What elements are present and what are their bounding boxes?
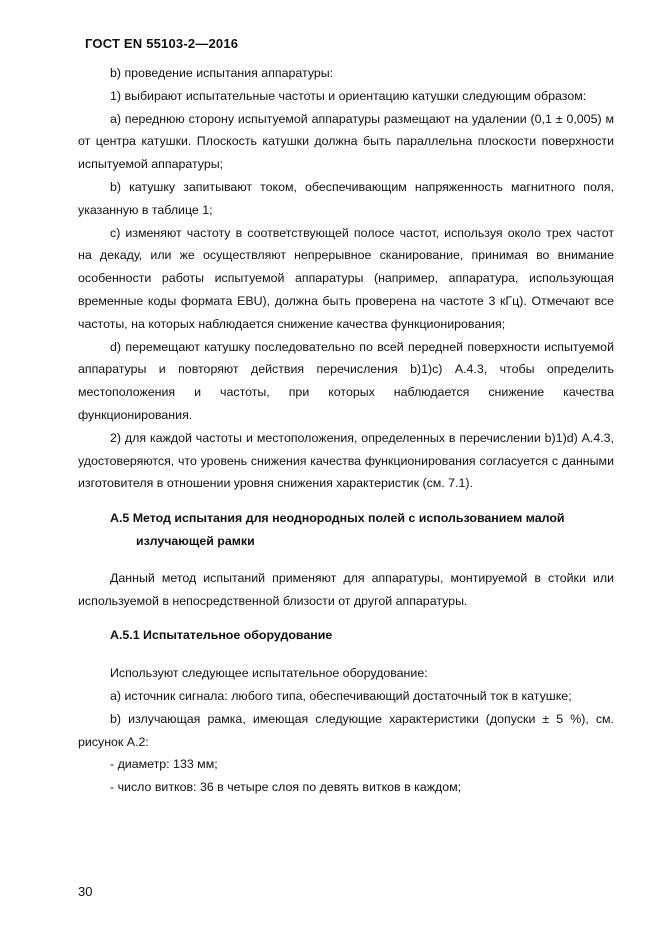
list-item: - число витков: 36 в четыре слоя по девять витков в каждом;	[110, 780, 462, 795]
paragraph: b) катушку запитывают током, обеспечивающим напряженность магнитного поля, указанную в таблице 1;	[78, 179, 614, 217]
section-heading-a5	[78, 507, 614, 553]
paragraph: d) перемещают катушку последовательно по всей передней поверхности испытуемой аппаратуры и повторяют действия перечисления b)1)c) А.4.3, чтобы определить местоположения и частоты, при которых наблюдается снижение качества функционирования.	[78, 339, 614, 422]
paragraph: b) проведение испытания аппаратуры:	[110, 66, 334, 80]
page-number: 30	[78, 884, 93, 899]
page-body	[78, 62, 614, 799]
list-item: a) источник сигнала: любого типа, обеспечивающий достаточный ток в катушке;	[110, 688, 572, 703]
paragraph: c) изменяют частоту в соответствующей полосе частот, используя около трех частот на декаду, или же осуществляют непрерывное сканирование, принимая во внимание особенности работы испытуемой аппаратуры (например, аппаратура, использующая временные коды формата EBU), должна быть проверена на частоте 3 кГц). Отмечают все частоты, на которых наблюдается снижение качества функционирования;	[78, 225, 614, 331]
section-heading-a5-line2: излучающей рамки	[136, 533, 255, 548]
list-item: b) излучающая рамка, имеющая следующие характеристики (допуски ± 5 %), см. рисунок А.2:	[78, 711, 614, 749]
paragraph: 1) выбирают испытательные частоты и ориентацию катушки следующим образом:	[110, 88, 587, 103]
section-heading-a51: А.5.1 Испытательное оборудование	[110, 628, 333, 643]
standard-header: ГОСТ EN 55103-2—2016	[85, 36, 239, 51]
list-item: - диаметр: 133 мм;	[110, 757, 218, 772]
paragraph: Используют следующее испытательное оборудование:	[110, 666, 428, 681]
paragraph: 2) для каждой частоты и местоположения, определенных в перечислении b)1)d) А.4.3, удостоверяются, что уровень снижения качества функционирования согласуется с данными изготовителя в отношении уровня снижения характеристик (см. 7.1).	[78, 430, 614, 491]
paragraph: a) переднюю сторону испытуемой аппаратуры размещают на удалении (0,1 ± 0,005) м от центра катушки. Плоскость катушки должна быть параллельна плоскости поверхности испытуемой аппаратуры;	[78, 111, 614, 172]
paragraph: Данный метод испытаний применяют для аппаратуры, монтируемой в стойки или используемой в непосредственной близости от другой аппаратуры.	[78, 570, 614, 608]
section-heading-a5-line1: А.5 Метод испытания для неоднородных полей с использованием малой	[110, 511, 565, 526]
